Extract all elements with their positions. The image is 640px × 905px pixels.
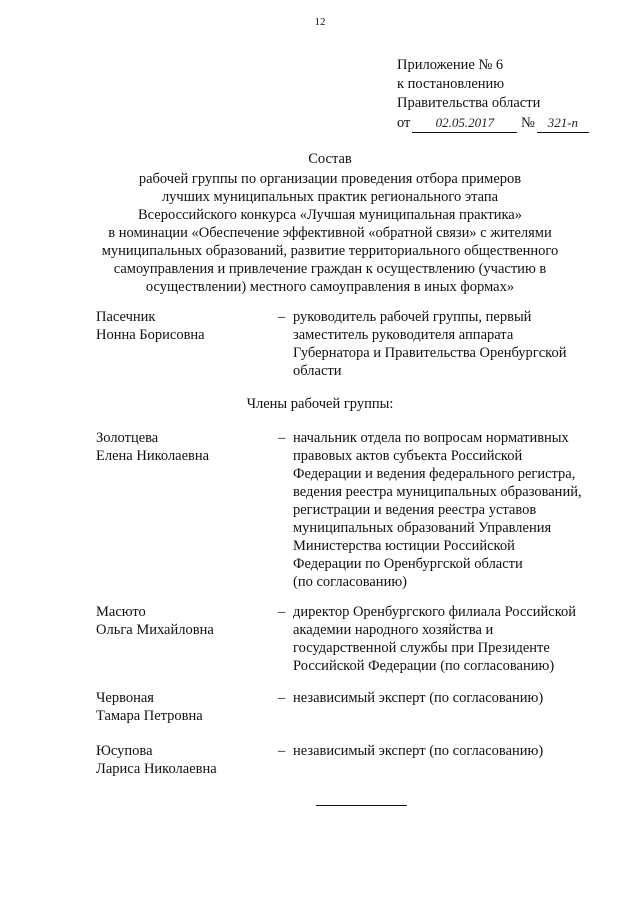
role-line: области [293, 363, 342, 379]
heading-line: самоуправления и привлечение граждан к осуществлению (участию в [113, 261, 547, 277]
member-role [293, 308, 613, 380]
appendix-block [397, 56, 589, 133]
role-line: Российской Федерации (по согласованию) [293, 658, 555, 674]
role-line: (по согласованию) [293, 574, 407, 590]
entry-dash: – [278, 604, 286, 620]
member-name [96, 742, 276, 778]
member-name [96, 429, 276, 465]
role-line: директор Оренбургского филиала Российской [293, 604, 577, 620]
role-line: независимый эксперт (по согласованию) [293, 690, 544, 706]
entry-dash: – [278, 690, 286, 706]
member-surname: Масюто [96, 604, 146, 620]
member-surname: Червоная [96, 690, 154, 706]
member-name [96, 308, 276, 344]
appendix-date-line [397, 113, 589, 133]
heading-line: в номинации «Обеспечение эффективной «обратной связи» с жителями [108, 225, 552, 241]
date-prefix: от [397, 115, 411, 131]
number-value: 321-п [537, 113, 589, 133]
member-given-names: Нонна Борисовна [96, 327, 205, 343]
member-role [293, 742, 613, 760]
member-given-names: Елена Николаевна [96, 448, 210, 464]
role-line: регистрации и ведения реестра уставов [293, 502, 537, 518]
heading-line: рабочей группы по организации проведения отбора примеров [138, 171, 522, 187]
end-divider [316, 805, 407, 806]
member-surname: Юсупова [96, 743, 153, 759]
member-role [293, 689, 613, 707]
appendix-ref: к постановлению [397, 76, 505, 92]
member-surname: Пасечник [96, 309, 156, 325]
number-prefix: № [521, 115, 535, 131]
member-given-names: Ольга Михайловна [96, 622, 214, 638]
member-surname: Золотцева [96, 430, 159, 446]
member-name [96, 603, 276, 639]
heading-line: муниципальных образований, развитие территориального общественного [101, 243, 559, 259]
role-line: Губернатора и Правительства Оренбургской [293, 345, 567, 361]
heading-line: Всероссийского конкурса «Лучшая муниципальная практика» [138, 207, 522, 223]
appendix-issuer: Правительства области [397, 95, 541, 111]
role-line: заместитель руководителя аппарата [293, 327, 514, 343]
entry-dash: – [278, 309, 286, 325]
member-role [293, 603, 613, 675]
member-name [96, 689, 276, 725]
heading-title: Состав [308, 151, 352, 167]
role-line: академии народного хозяйства и [293, 622, 494, 638]
role-line: государственной службы при Президенте [293, 640, 550, 656]
member-given-names: Тамара Петровна [96, 708, 203, 724]
role-line: Федерации и ведения федерального регистра, [293, 466, 576, 482]
role-line: Министерства юстиции Российской [293, 538, 515, 554]
heading-line: лучших муниципальных практик регионального этапа [161, 189, 499, 205]
role-line: муниципальных образований Управления [293, 520, 552, 536]
members-heading: Члены рабочей группы: [246, 396, 394, 412]
document-heading [30, 150, 630, 296]
role-line: независимый эксперт (по согласованию) [293, 743, 544, 759]
role-line: Федерации по Оренбургской области [293, 556, 523, 572]
heading-line: осуществлении) местного самоуправления в иных формах» [145, 279, 515, 295]
date-value: 02.05.2017 [412, 113, 517, 133]
page-number: 12 [314, 16, 326, 28]
role-line: правовых актов субъекта Российской [293, 448, 523, 464]
role-line: ведения реестра муниципальных образований, [293, 484, 582, 500]
member-given-names: Лариса Николаевна [96, 761, 217, 777]
member-role [293, 429, 613, 591]
role-line: руководитель рабочей группы, первый [293, 309, 532, 325]
entry-dash: – [278, 743, 286, 759]
role-line: начальник отдела по вопросам нормативных [293, 430, 569, 446]
appendix-title: Приложение № 6 [397, 57, 504, 73]
entry-dash: – [278, 430, 286, 446]
